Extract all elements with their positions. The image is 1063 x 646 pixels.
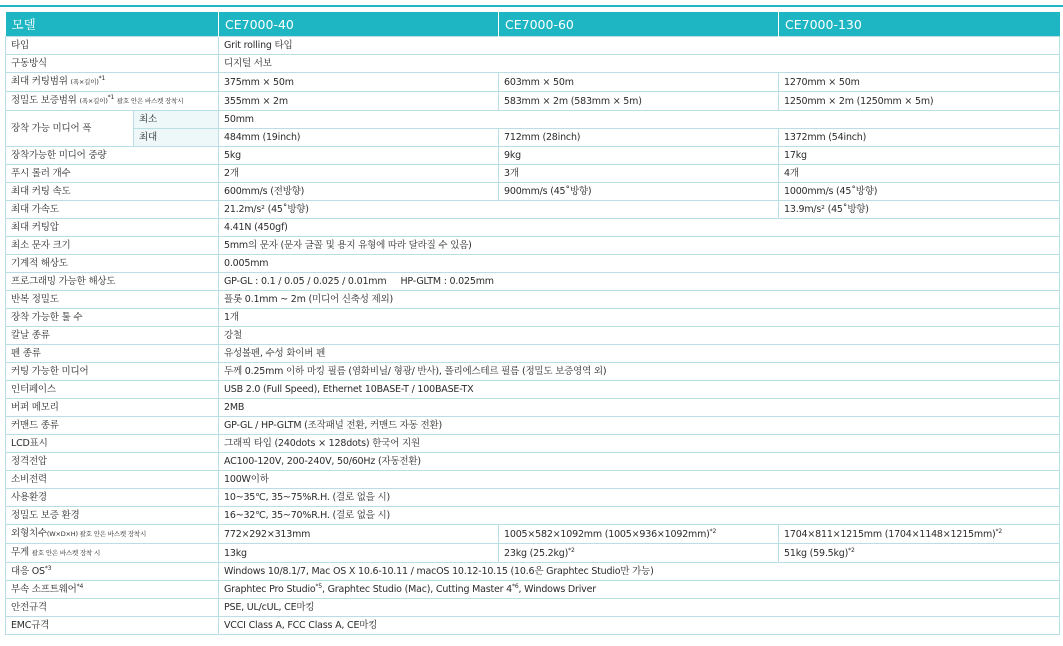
- row-value: 603mm × 50m: [499, 73, 779, 92]
- row-label: 정밀도 보증 환경: [6, 507, 219, 525]
- row-value: Grit rolling 타입: [219, 37, 1060, 55]
- table-row: [6, 399, 1060, 417]
- row-value: 1005×582×1092mm $(1005\times 936\times 1092mm)^{*2}$: [499, 525, 779, 544]
- row-value: 2MB: [219, 399, 1060, 417]
- row-value: 100W이하: [219, 471, 1060, 489]
- row-value: 50mm: [219, 111, 1060, 129]
- table-row: [6, 165, 1060, 183]
- table-row: [6, 345, 1060, 363]
- row-label: 장착가능한 미디어 중량: [6, 147, 219, 165]
- row-label: 부속 소프트웨어$^{*4}$: [6, 581, 219, 599]
- table-row: [6, 147, 1060, 165]
- row-value: 두께 0.25mm 이하 마킹 필름 (염화비닐/ 형광/ 반사), 폴리에스테르 필름 (정밀도 보증영역 외): [219, 363, 1060, 381]
- row-value: 4.41N (450gf): [219, 219, 1060, 237]
- row-label: 최대 커팅 속도: [6, 183, 219, 201]
- table-row: [6, 291, 1060, 309]
- row-value: GP-GL : 0.1 / 0.05 / 0.025 / 0.01mm HP-GLTM : 0.025mm: [219, 273, 1060, 291]
- header-model: 모델: [6, 12, 219, 37]
- table-row: [6, 73, 1060, 92]
- row-value: 0.005mm: [219, 255, 1060, 273]
- row-label: 푸시 롤러 개수: [6, 165, 219, 183]
- row-label: 구동방식: [6, 55, 219, 73]
- row-label: 정격전압: [6, 453, 219, 471]
- row-value: 900mm/s (45˚방향): [499, 183, 779, 201]
- table-row: [6, 327, 1060, 345]
- row-label: 최소 문자 크기: [6, 237, 219, 255]
- row-value: GP-GL / HP-GLTM (조작패널 전환, 커맨드 자동 전환): [219, 417, 1060, 435]
- row-value: 712mm (28inch): [499, 129, 779, 147]
- row-value: 플롯 0.1mm ~ 2m (미디어 신축성 제외): [219, 291, 1060, 309]
- row-value: 디지털 서보: [219, 55, 1060, 73]
- row-label: 안전규격: [6, 599, 219, 617]
- row-value: 2개: [219, 165, 499, 183]
- row-label: 외형치수(W×D×H) 괄호 안은 바스켓 장착시: [6, 525, 219, 544]
- row-value: 21.2m/s² (45˚방향): [219, 201, 779, 219]
- table-row: [6, 309, 1060, 327]
- table-row: [6, 111, 1060, 129]
- row-label: 기계적 해상도: [6, 255, 219, 273]
- row-label: 사용환경: [6, 489, 219, 507]
- row-value: 1270mm × 50m: [779, 73, 1060, 92]
- row-value: 5mm의 문자 (문자 글꼴 및 용지 유형에 따라 달라질 수 있음): [219, 237, 1060, 255]
- table-row: [6, 183, 1060, 201]
- row-value: 51kg $(59.5kg)^{*2}$: [779, 544, 1060, 563]
- row-value: Windows 10/8.1/7, Mac OS X 10.6-10.11 / macOS 10.12-10.15 (10.6은 Graphtec Studio만 가능): [219, 563, 1060, 581]
- row-value: 4개: [779, 165, 1060, 183]
- top-accent-line: [0, 5, 1063, 7]
- row-label: 커팅 가능한 미디어: [6, 363, 219, 381]
- table-row: [6, 37, 1060, 55]
- row-label: 인터페이스: [6, 381, 219, 399]
- row-value: 9kg: [499, 147, 779, 165]
- row-label: 최대 커팅범위 (폭×길이)$^{*1}$: [6, 73, 219, 92]
- table-row: [6, 599, 1060, 617]
- row-label: 최대 가속도: [6, 201, 219, 219]
- table-row: [6, 617, 1060, 635]
- table-row: [6, 581, 1060, 599]
- row-value: 23kg $(25.2kg)^{*2}$: [499, 544, 779, 563]
- header-ce7000-130: CE7000-130: [779, 12, 1060, 37]
- row-label: 대응 OS$^{*3}$: [6, 563, 219, 581]
- spec-table: [5, 12, 1060, 635]
- row-value: 17kg: [779, 147, 1060, 165]
- row-value: 강철: [219, 327, 1060, 345]
- row-label: 소비전력: [6, 471, 219, 489]
- row-value: VCCI Class A, FCC Class A, CE마킹: [219, 617, 1060, 635]
- table-row: [6, 92, 1060, 111]
- row-label: 버퍼 메모리: [6, 399, 219, 417]
- table-row: [6, 219, 1060, 237]
- row-value: 1250mm × 2m (1250mm × 5m): [779, 92, 1060, 111]
- table-row: [6, 563, 1060, 581]
- row-value: 600mm/s (전방향): [219, 183, 499, 201]
- row-label: 반복 정밀도: [6, 291, 219, 309]
- row-value: 5kg: [219, 147, 499, 165]
- row-value: PSE, UL/cUL, CE마킹: [219, 599, 1060, 617]
- row-label: 정밀도 보증범위 (폭×길이)$^{*1}$ 괄호 안은 바스켓 장착시: [6, 92, 219, 111]
- row-label: 장착 가능 미디어 폭: [6, 111, 134, 147]
- row-label: 타입: [6, 37, 219, 55]
- table-row: [6, 489, 1060, 507]
- table-row: [6, 381, 1060, 399]
- row-value: 16~32℃, 35~70%R.H. (결로 없을 시): [219, 507, 1060, 525]
- row-value: 484mm (19inch): [219, 129, 499, 147]
- header-ce7000-60: CE7000-60: [499, 12, 779, 37]
- row-label: EMC규격: [6, 617, 219, 635]
- table-row: [6, 237, 1060, 255]
- table-row: [6, 363, 1060, 381]
- header-ce7000-40: CE7000-40: [219, 12, 499, 37]
- table-row: [6, 417, 1060, 435]
- row-value: 3개: [499, 165, 779, 183]
- table-row: [6, 55, 1060, 73]
- table-row: [6, 453, 1060, 471]
- table-row: [6, 544, 1060, 563]
- row-value: Graphtec Pro Studio$^{*5}$, Graphtec Studio (Mac), Cutting Master 4$^{*6}$, Windows Driver: [219, 581, 1060, 599]
- row-label: 커맨드 종류: [6, 417, 219, 435]
- row-label: 칼날 종류: [6, 327, 219, 345]
- row-value: 유성볼펜, 수성 화이버 펜: [219, 345, 1060, 363]
- row-label: LCD표시: [6, 435, 219, 453]
- row-label: 최대 커팅압: [6, 219, 219, 237]
- table-row: [6, 435, 1060, 453]
- row-value: AC100-120V, 200-240V, 50/60Hz (자동전환): [219, 453, 1060, 471]
- row-value: 그래픽 타입 (240dots × 128dots) 한국어 지원: [219, 435, 1060, 453]
- table-row: [6, 201, 1060, 219]
- row-value: 13.9m/s² (45˚방향): [779, 201, 1060, 219]
- row-sublabel-max: 최대: [134, 129, 219, 147]
- row-value: 10~35℃, 35~75%R.H. (결로 없을 시): [219, 489, 1060, 507]
- table-row: [6, 273, 1060, 291]
- row-label: 무게 괄호 안은 바스켓 장착 시: [6, 544, 219, 563]
- row-value: 1개: [219, 309, 1060, 327]
- row-sublabel-min: 최소: [134, 111, 219, 129]
- table-row: [6, 507, 1060, 525]
- row-value: 375mm × 50m: [219, 73, 499, 92]
- table-row: [6, 129, 1060, 147]
- row-value: 1704×811×1215mm $(1704\times 1148\times 1215mm)^{*2}$: [779, 525, 1060, 544]
- table-row: [6, 471, 1060, 489]
- row-value: 13kg: [219, 544, 499, 563]
- table-row: [6, 525, 1060, 544]
- row-value: 355mm × 2m: [219, 92, 499, 111]
- row-value: 772×292×313mm: [219, 525, 499, 544]
- header-row: [6, 12, 1060, 37]
- row-value: 583mm × 2m (583mm × 5m): [499, 92, 779, 111]
- row-value: 1000mm/s (45˚방향): [779, 183, 1060, 201]
- row-value: USB 2.0 (Full Speed), Ethernet 10BASE-T / 100BASE-TX: [219, 381, 1060, 399]
- table-row: [6, 255, 1060, 273]
- row-label: 프로그래밍 가능한 해상도: [6, 273, 219, 291]
- row-value: 1372mm (54inch): [779, 129, 1060, 147]
- row-label: 펜 종류: [6, 345, 219, 363]
- row-label: 장착 가능한 툴 수: [6, 309, 219, 327]
